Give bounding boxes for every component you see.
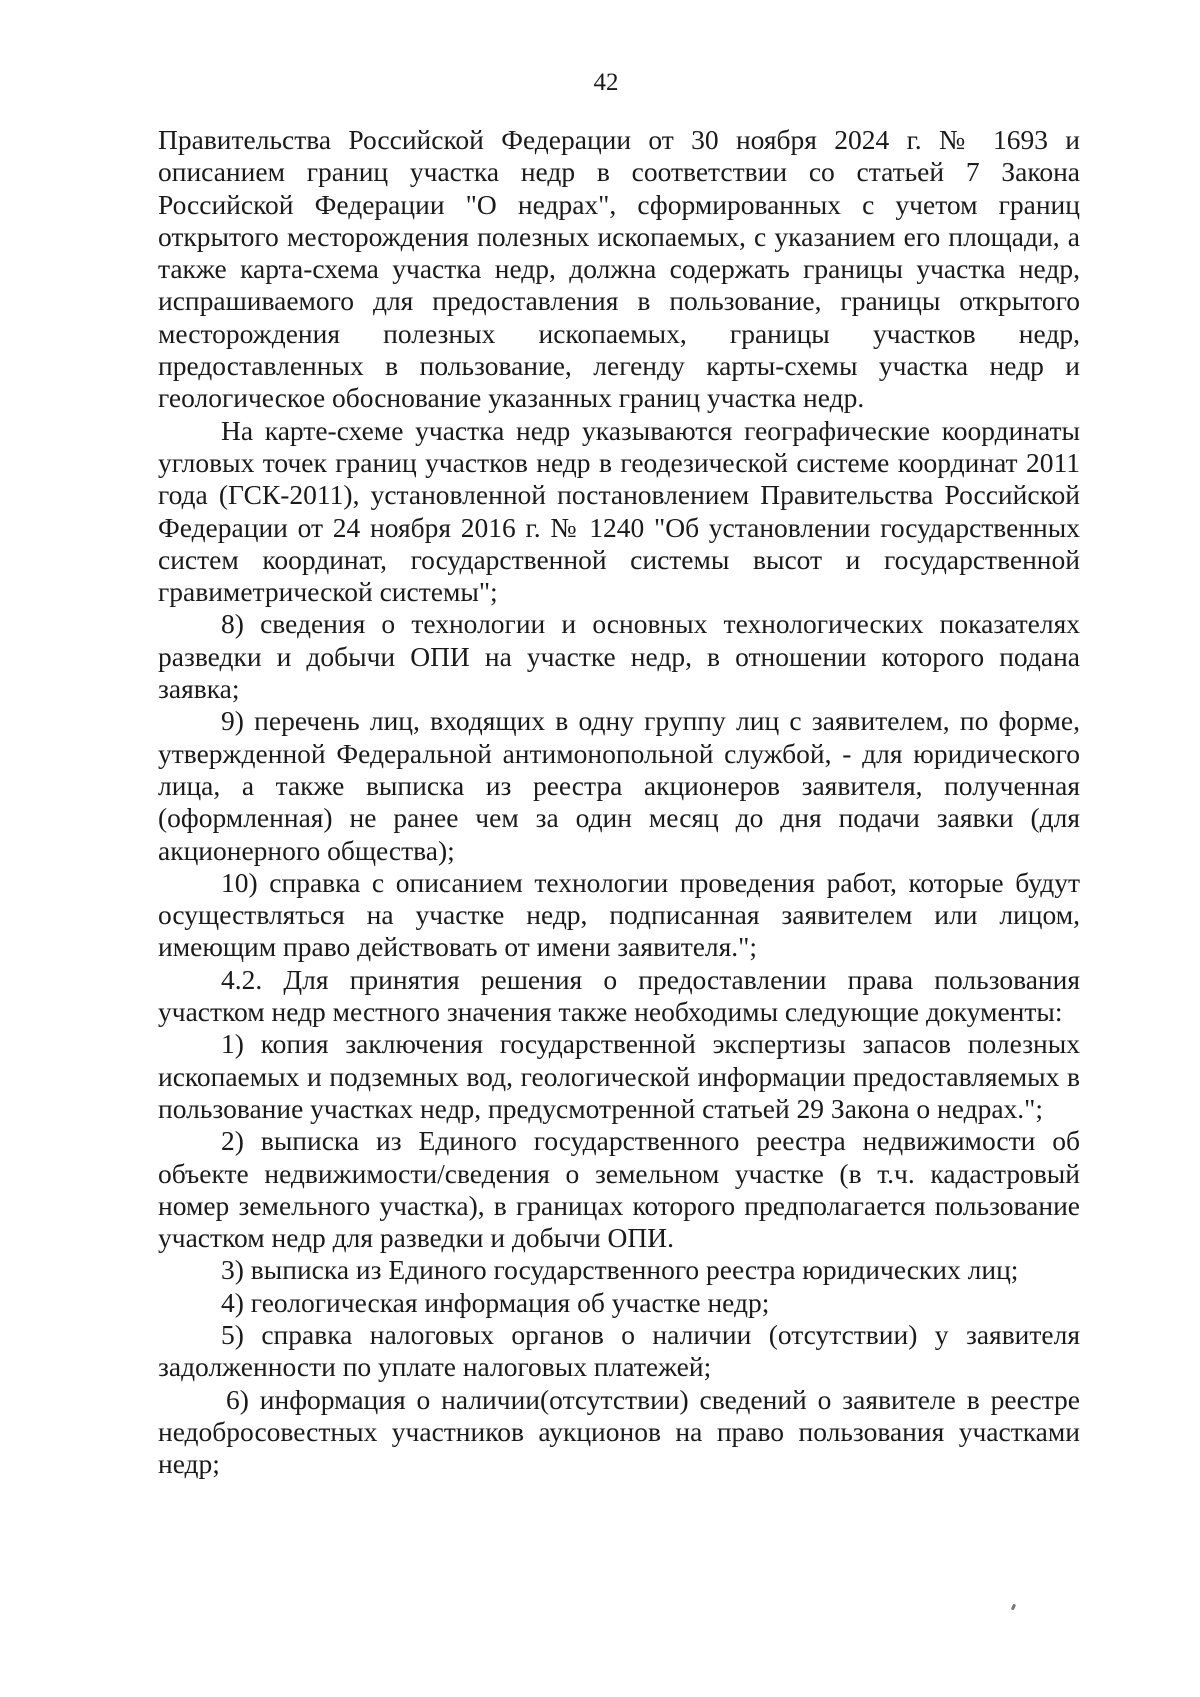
- paragraph-item-8: 8) сведения о технологии и основных технологических показателях разведки и добычи ОПИ на участке недр, в отношении которого подана заявка;: [158, 608, 1080, 705]
- paragraph-continuation: Правительства Российской Федерации от 30 ноября 2024 г. № 1693 и описанием границ участка недр в соответствии со статьей 7 Закона Российской Федерации "О недрах", сформированных с учетом границ открытого месторождения полезных ископаемых, с указанием его площади, а также карта-схема участка недр, должна содержать границы участка недр, испрашиваемого для предоставления в пользование, границы открытого месторождения полезных ископаемых, границы участков недр, предоставленных в пользование, легенду карты-схемы участка недр и геологическое обоснование указанных границ участка недр.: [158, 124, 1080, 414]
- page-number: 42: [593, 69, 619, 96]
- document-body: [158, 124, 1080, 1480]
- paragraph-subitem-6: 6) информация о наличии(отсутствии) сведений о заявителе в реестре недобросовестных участников аукционов на право пользования участками недр;: [158, 1383, 1080, 1480]
- paragraph-subitem-3: 3) выписка из Единого государственного реестра юридических лиц;: [221, 1254, 1019, 1286]
- scan-speck: [1011, 1604, 1016, 1611]
- paragraph-item-10: 10) справка с описанием технологии проведения работ, которые будут осуществляться на участке недр, подписанная заявителем или лицом, имеющим право действовать от имени заявителя.";: [158, 866, 1080, 963]
- paragraph-section-4-2: 4.2. Для принятия решения о предоставлении права пользования участком недр местного значения также необходимы следующие документы:: [158, 963, 1080, 1028]
- paragraph-subitem-1: 1) копия заключения государственной экспертизы запасов полезных ископаемых и подземных вод, геологической информации предоставляемых в пользование участках недр, предусмотренной статьей 29 Закона о недрах.";: [158, 1028, 1080, 1124]
- paragraph-item-9: 9) перечень лиц, входящих в одну группу лиц с заявителем, по форме, утвержденной Федеральной антимонопольной службой, - для юридического лица, а также выписка из реестра акционеров заявителя, полученная (оформленная) не ранее чем за один месяц до дня подачи заявки (для акционерного общества);: [158, 705, 1080, 866]
- paragraph-subitem-2: 2) выписка из Единого государственного реестра недвижимости об объекте недвижимости/сведения о земельном участке (в т.ч. кадастровый номер земельного участка), в границах которого предполагается пользование участком недр для разведки и добычи ОПИ.: [158, 1125, 1080, 1254]
- paragraph-coordinates: На карте-схеме участка недр указываются географические координаты угловых точек границ участков недр в геодезической системе координат 2011 года (ГСК-2011), установленной постановлением Правительства Российской Федерации от 24 ноября 2016 г. № 1240 "Об установлении государственных систем координат, государственной системы высот и государственной гравиметрической системы";: [158, 414, 1080, 608]
- paragraph-subitem-4: 4) геологическая информация об участке недр;: [221, 1286, 770, 1318]
- paragraph-subitem-5: 5) справка налоговых органов о наличии (отсутствии) у заявителя задолженности по уплате налоговых платежей;: [158, 1318, 1080, 1383]
